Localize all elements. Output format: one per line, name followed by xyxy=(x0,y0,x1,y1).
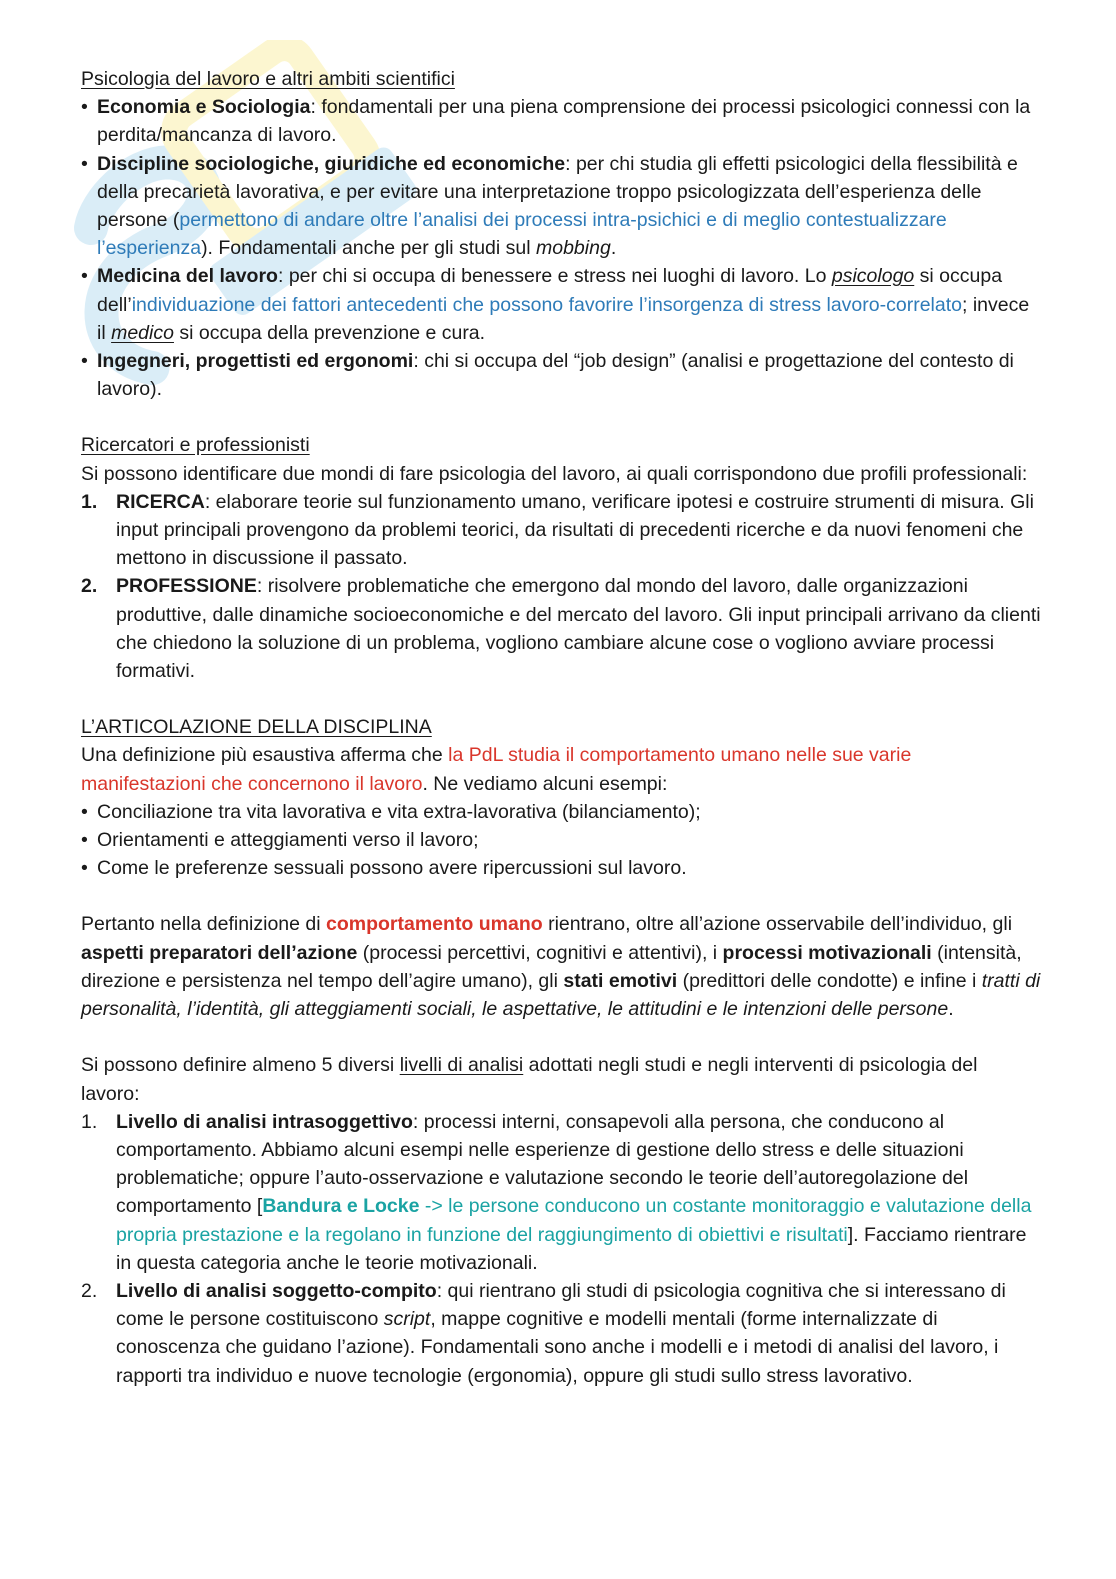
para-red-text: la PdL studia il comportamento umano nelle sue varie manifestazioni che concernono il lavoro xyxy=(81,744,912,795)
list-item xyxy=(81,1108,1041,1277)
item-text: , mappe cognitive e modelli mentali (forme internalizzate di conoscenza che guidano l’azione). Fondamentali sono anche i modelli e i metodi di analisi del lavoro, i rapporti tra individuo e nuove tecnologie (ergonomia), oppure gli studi sullo stress lavorativo. xyxy=(116,1308,999,1387)
item-teal-bold: Bandura e Locke xyxy=(262,1195,420,1218)
list-item xyxy=(81,572,1041,685)
para-text: . xyxy=(948,998,954,1021)
item-term: Livello di analisi intrasoggettivo xyxy=(116,1110,413,1133)
para-bold: stati emotivi xyxy=(563,969,678,992)
ambiti-list xyxy=(81,93,1041,403)
para-bold: aspetti preparatori dell’azione xyxy=(81,941,358,964)
paragraph: Si possono identificare due mondi di fare psicologia del lavoro, ai quali corrispondono due profili professionali: xyxy=(81,462,1028,485)
item-italic: mobbing xyxy=(536,237,611,260)
item-sep: : xyxy=(310,96,322,119)
item-italic-underline: medico xyxy=(111,321,174,344)
item-term: PROFESSIONE xyxy=(116,575,257,598)
item-sep: : xyxy=(413,350,425,373)
item-text: : qui rientrano gli studi di psicologia cognitiva che si interessano di come le persone costituiscono xyxy=(116,1279,1006,1331)
paragraph xyxy=(81,910,1041,1023)
item-sep: : xyxy=(277,265,289,288)
item-text: : risolvere problematiche che emergono dal mondo del lavoro, dalle organizzazioni produttive, dalle dinamiche socioeconomiche e del mercato del lavoro. Gli input principali arrivano da clienti che chiedono la soluzione di un problema, vogliono cambiare alcune cose o vogliono avviare processi formativi. xyxy=(116,575,1041,683)
para-bold: processi motivazionali xyxy=(722,941,932,964)
para-text: Pertanto nella definizione di xyxy=(81,913,326,936)
item-text: per chi si occupa di benessere e stress nei luoghi di lavoro. Lo xyxy=(288,265,832,288)
item-text: si occupa dell’ xyxy=(97,265,1003,316)
section-heading-articolazione: L’ARTICOLAZIONE DELLA DISCIPLINA xyxy=(81,716,432,739)
item-teal-text: -> le persone conducono un costante monitoraggio e valutazione della propria prestazione e la regolano in funzione del raggiungimento di obiettivi e risultati xyxy=(116,1195,1032,1246)
section-heading-ricercatori: Ricercatori e professionisti xyxy=(81,434,310,457)
item-text: ; invece il xyxy=(97,293,1030,344)
item-text: : elaborare teorie sul funzionamento umano, verificare ipotesi e costruire strumenti di misura. Gli input principali provengono da problemi teorici, da risultati di precedenti ricerche e da nuovi fenomeni che mettono in discussione il passato. xyxy=(116,490,1034,570)
para-text: adottati negli studi e negli interventi di psicologia del lavoro: xyxy=(81,1054,978,1105)
item-text: per chi studia gli effetti psicologici della flessibilità e della precarietà lavorativa, e per evitare una interpretazione troppo psicologizzata dell’esperienza delle persone ( xyxy=(97,152,1018,232)
list-item: • Conciliazione tra vita lavorativa e vita extra-lavorativa (bilanciamento); xyxy=(81,798,1041,826)
section-heading-ambiti: Psicologia del lavoro e altri ambiti scientifici xyxy=(81,68,455,90)
para-text: Si possono definire almeno 5 diversi xyxy=(81,1054,400,1077)
profili-list xyxy=(81,488,1041,685)
paragraph xyxy=(81,1051,1041,1107)
para-text: Una definizione più esaustiva afferma che xyxy=(81,744,449,767)
list-item: • Orientamenti e atteggiamenti verso il lavoro; xyxy=(81,826,1041,854)
item-sep: : xyxy=(565,152,576,175)
para-underline: livelli di analisi xyxy=(399,1054,524,1077)
item-term: Medicina del lavoro xyxy=(97,265,278,288)
item-term: Discipline sociologiche, giuridiche ed economiche xyxy=(97,152,566,175)
list-item xyxy=(81,488,1041,573)
para-text: rientrano, oltre all’azione osservabile dell’individuo, gli xyxy=(542,913,1013,936)
item-italic: script xyxy=(383,1308,431,1331)
list-item xyxy=(81,1277,1041,1390)
item-italic-underline: psicologo xyxy=(831,265,915,288)
para-red-bold: comportamento umano xyxy=(326,913,543,936)
item-number: 1. xyxy=(81,1110,98,1133)
document-page xyxy=(81,65,1041,1390)
para-text: (predittori delle condotte) e infine i xyxy=(677,969,982,992)
esempi-list xyxy=(81,798,1041,883)
item-number: 2. xyxy=(81,1279,98,1302)
list-item xyxy=(81,93,1041,149)
item-term: RICERCA xyxy=(116,490,205,513)
list-item xyxy=(81,347,1041,403)
para-text: (intensità, direzione e persistenza nel tempo dell’agire umano), gli xyxy=(81,941,1022,992)
item-text: ]. Facciamo rientrare in questa categoria anche le teorie motivazionali. xyxy=(116,1223,1027,1274)
list-item: • Come le preferenze sessuali possono avere ripercussioni sul lavoro. xyxy=(81,854,1041,882)
item-term: Economia e Sociologia xyxy=(97,96,311,119)
item-term: Livello di analisi soggetto-compito xyxy=(116,1279,437,1302)
item-number: 1. xyxy=(81,490,98,513)
item-number: 2. xyxy=(81,575,98,598)
item-highlight: fondamentali xyxy=(321,96,433,119)
item-text: chi si occupa del “job design” (analisi e progettazione del contesto di lavoro). xyxy=(97,350,1014,401)
item-blue-text: permettono di andare oltre l’analisi dei processi intra-psichici e di meglio contestualizzare l’esperienza xyxy=(97,209,947,260)
item-text: si occupa della prevenzione e cura. xyxy=(173,321,486,344)
item-text: per una piena comprensione dei processi psicologici connessi con la perdita/mancanza di lavoro. xyxy=(97,96,1031,147)
livelli-list xyxy=(81,1108,1041,1390)
para-text: (processi percettivi, cognitivi e attentivi), i xyxy=(357,941,723,964)
list-item xyxy=(81,150,1041,263)
paragraph xyxy=(81,741,1041,797)
item-term: Ingegneri, progettisti ed ergonomi xyxy=(97,350,414,373)
para-text: . Ne vediamo alcuni esempi: xyxy=(422,772,668,795)
item-blue-text: individuazione dei fattori antecedenti che possono favorire l’insorgenza di stress lavoro-correlato xyxy=(131,293,962,316)
para-italic: tratti di personalità, l’identità, gli atteggiamenti sociali, le aspettative, le attitudini e le intenzioni delle persone xyxy=(81,969,1041,1021)
list-item xyxy=(81,262,1041,347)
item-text: : processi interni, consapevoli alla persona, che conducono al comportamento. Abbiamo alcuni esempi nelle esperienze di gestione dello stress e delle situazioni problematiche; oppure l’auto-osservazione e valutazione secondo le teorie dell’autoregolazione del comportamento [ xyxy=(116,1110,969,1218)
item-text: ). Fondamentali anche per gli studi sul xyxy=(201,237,536,260)
item-text: . xyxy=(610,237,617,260)
